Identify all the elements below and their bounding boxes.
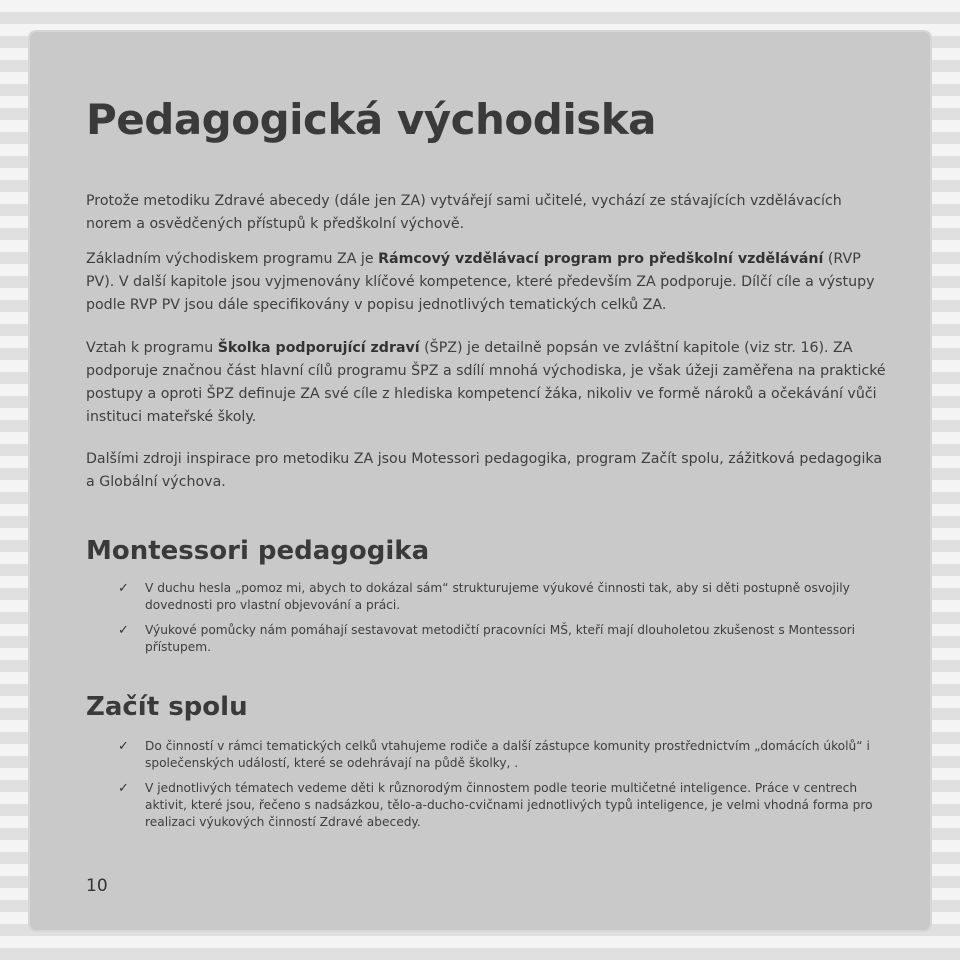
section-heading-montessori: Montessori pedagogika — [86, 536, 430, 566]
rvp-paragraph-text-end: (RVP PV). V další kapitole jsou vyjmenovány klíčové kompetence, které především ZA podporuje. Dílčí cíle a výstupy podle RVP PV jsou dále specifikovány v popisu jednotlivých tematických celků ZA. — [86, 251, 875, 313]
rvp-paragraph — [86, 248, 891, 317]
spz-program-name: Školka podporující zdraví — [217, 340, 420, 356]
spz-paragraph — [86, 337, 891, 429]
bullet-text: Do činností v rámci tematických celků vtahujeme rodiče a další zástupce komunity prostřednictvím „domácích úkolů“ i společenských událostí, které se odehrávají na půdě školky, . — [145, 739, 870, 770]
zacit-spolu-bullet-list — [118, 738, 878, 839]
list-item — [118, 580, 878, 614]
bullet-text: V jednotlivých tématech vedeme děti k různorodým činnostem podle teorie multičetné inteligence. Práce v centrech aktivit, které jsou, řečeno s nadsázkou, tělo-a-ducho-cvičnami jednotlivých typů inteligence, je velmi vhodná forma pro realizaci výukových činností Zdravé abecedy. — [145, 781, 873, 829]
rvp-paragraph-text-start: Základním východiskem programu ZA je — [86, 251, 379, 267]
montessori-bullet-list — [118, 580, 878, 664]
bullet-text: V duchu hesla „pomoz mi, abych to dokázal sám“ strukturujeme výukové činnosti tak, aby si děti postupně osvojily dovednosti pro vlastní objevování a práci. — [145, 581, 850, 612]
list-item — [118, 780, 878, 831]
checkmark-icon: ✓ — [118, 781, 129, 796]
spz-paragraph-text-end: (ŠPZ) je detailně popsán ve zvláštní kapitole (viz str. 16). ZA podporuje značnou část hlavní cílů programu ŠPZ a sdílí mnohá východiska, je však úžeji zaměřena na praktické postupy a oproti ŠPZ definuje ZA své cíle z hlediska kompetencí žáka, nikoliv ve formě nároků a očekávání vůči instituci mateřské školy. — [86, 340, 886, 425]
section-heading-zacit-spolu: Začít spolu — [86, 692, 248, 722]
rvp-program-name: Rámcový vzdělávací program pro předškolní vzdělávání — [378, 251, 824, 267]
page-number: 10 — [86, 876, 108, 896]
list-item — [118, 622, 878, 656]
inspiration-paragraph: Dalšími zdroji inspirace pro metodiku ZA jsou Motessori pedagogika, program Začít spolu, zážitková pedagogika a Globální výchova. — [86, 451, 883, 490]
checkmark-icon: ✓ — [118, 623, 129, 638]
list-item — [118, 738, 878, 772]
checkmark-icon: ✓ — [118, 581, 129, 596]
checkmark-icon: ✓ — [118, 739, 129, 754]
intro-paragraph: Protože metodiku Zdravé abecedy (dále jen ZA) vytvářejí sami učitelé, vychází ze stávajících vzdělávacích norem a osvědčených přístupů k předškolní výchově. — [86, 193, 842, 232]
bullet-text: Výukové pomůcky nám pomáhají sestavovat metodičtí pracovníci MŠ, kteří mají dlouholetou zkušenost s Montessori přístupem. — [145, 623, 856, 654]
spz-paragraph-text-start: Vztah k programu — [86, 340, 218, 356]
page-title: Pedagogická východiska — [86, 95, 656, 144]
